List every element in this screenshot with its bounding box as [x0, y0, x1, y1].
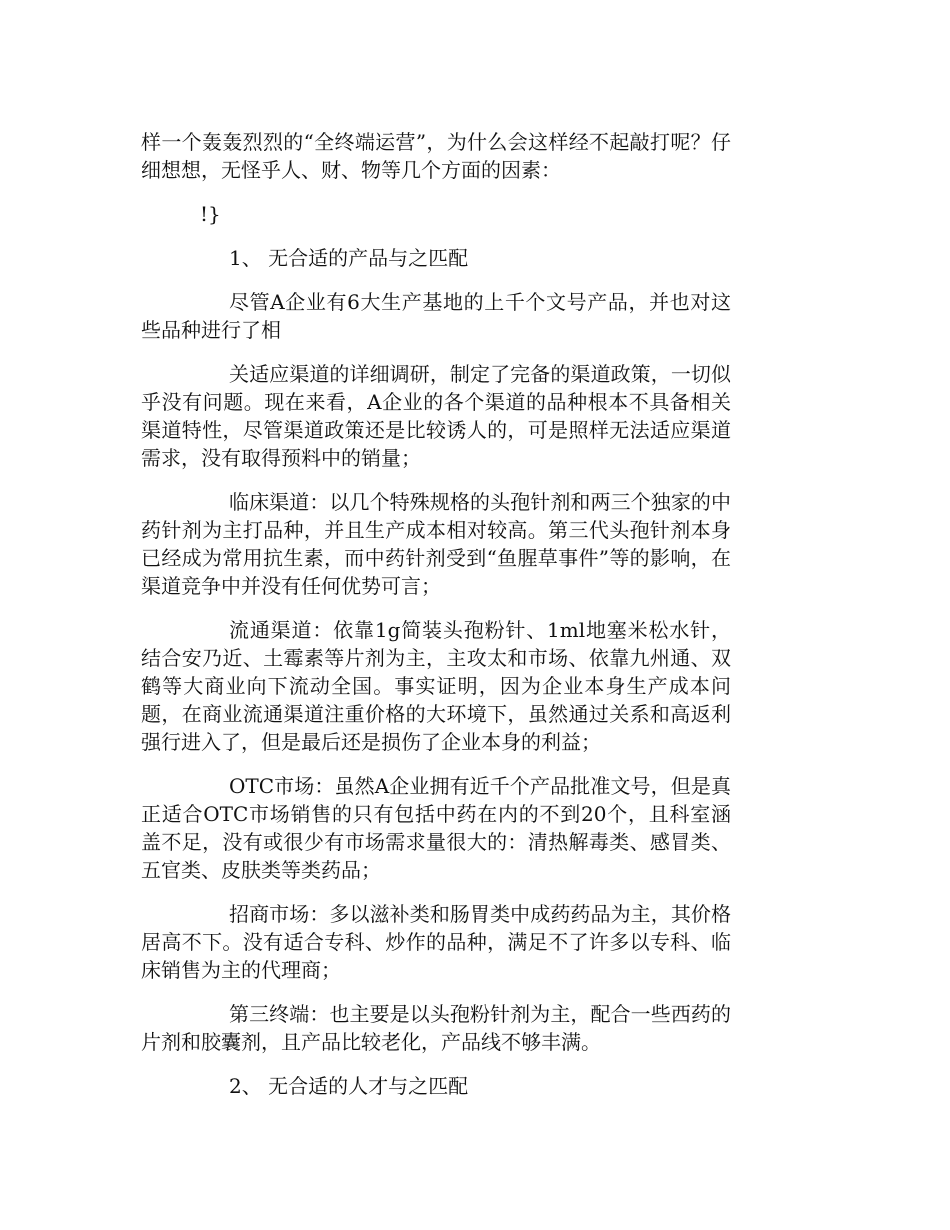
paragraph-symbol: !}	[200, 202, 221, 226]
paragraph-investment-market: 招商市场：多以滋补类和肠胃类中成药药品为主，其价格居高不下。没有适合专科、炒作的品种，满足不了许多以专科、临床销售为主的代理商；	[141, 902, 731, 982]
paragraph-third-terminal: 第三终端：也主要是以头孢粉针剂为主，配合一些西药的片剂和胶囊剂，且产品比较老化，产品线不够丰满。	[141, 1002, 731, 1054]
paragraph-distribution-channel: 流通渠道：依靠1g简装头孢粉针、1ml地塞米松水针，结合安乃近、土霉素等片剂为主，主攻太和市场、依靠九州通、双鹤等大商业向下流动全国。事实证明，因为企业本身生产成本问题，在商业流通渠道注重价格的大环境下，虽然通过关系和高返利强行进入了，但是最后还是损伤了企业本身的利益；	[141, 618, 731, 754]
section-heading-2: 2、 无合适的人才与之匹配	[229, 1074, 469, 1098]
paragraph-otc-market: OTC市场：虽然A企业拥有近千个产品批准文号，但是真正适合OTC市场销售的只有包括中药在内的不到20个，且科室涵盖不足，没有或很少有市场需求量很大的：清热解毒类、感冒类、五官类、皮肤类等类药品；	[141, 774, 731, 882]
paragraph-clinical-channel: 临床渠道：以几个特殊规格的头孢针剂和两三个独家的中药针剂为主打品种，并且生产成本相对较高。第三代头孢针剂本身已经成为常用抗生素，而中药针剂受到“鱼腥草事件”等的影响，在渠道竞争中并没有任何优势可言；	[141, 490, 731, 598]
paragraph-intro: 样一个轰轰烈烈的“全终端运营”，为什么会这样经不起敲打呢？仔细想想，无怪乎人、财、物等几个方面的因素：	[141, 130, 731, 182]
paragraph-channel-research: 关适应渠道的详细调研，制定了完备的渠道政策，一切似乎没有问题。现在来看，A企业的各个渠道的品种根本不具备相关渠道特性，尽管渠道政策还是比较诱人的，可是照样无法适应渠道需求，没有取得预料中的销量；	[141, 362, 731, 470]
document-body	[141, 128, 731, 1116]
section-heading-1: 1、 无合适的产品与之匹配	[229, 246, 469, 270]
paragraph-products: 尽管A企业有6大生产基地的上千个文号产品，并也对这些品种进行了相	[141, 290, 731, 342]
